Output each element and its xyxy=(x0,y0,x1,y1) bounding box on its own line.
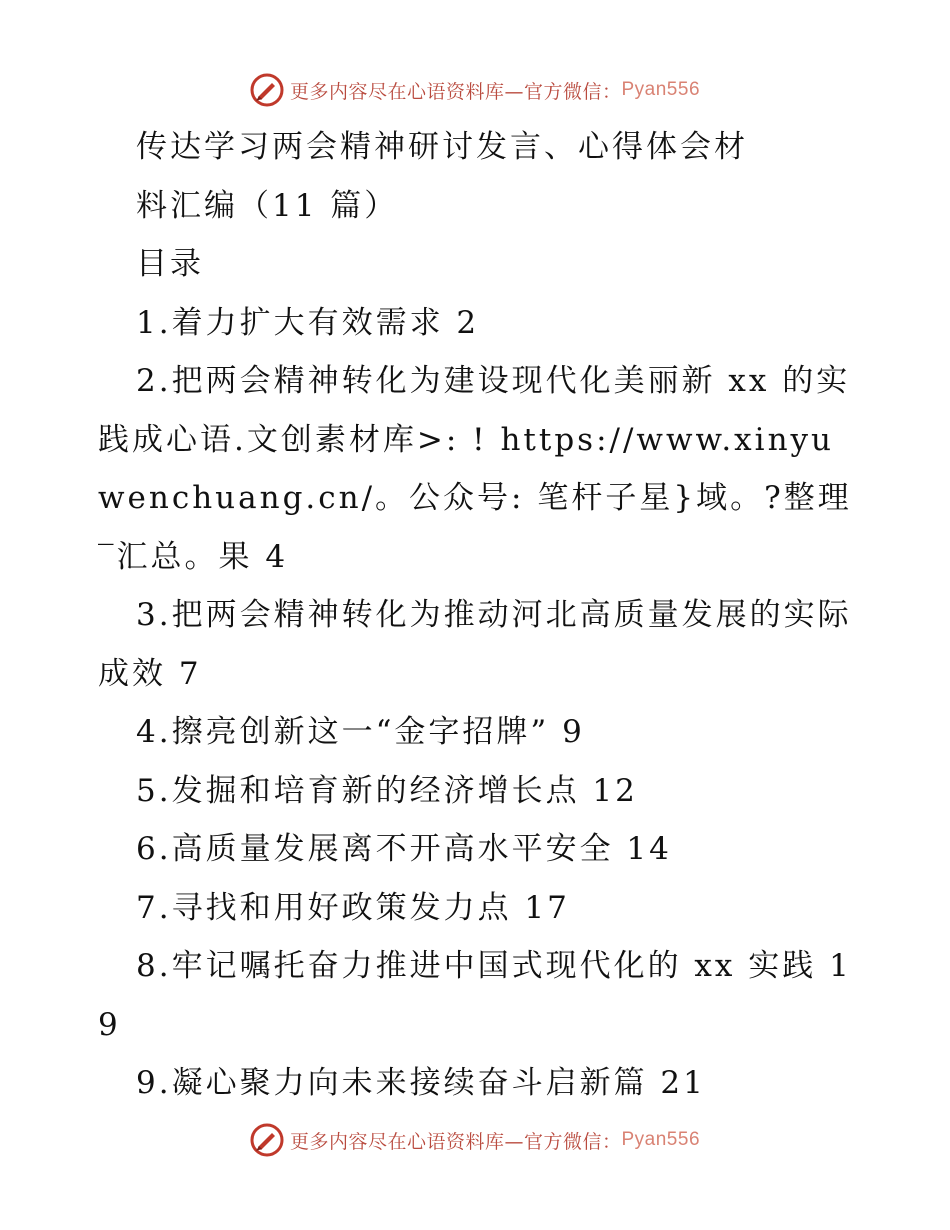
toc-item: 2.把两会精神转化为建设现代化美丽新 xx 的实践成心语.文创素材库>: ! https://www.xinyuwenchuang.cn/。公众号: 笔杆子星}域。?整理‾汇总。果 4 xyxy=(98,363,852,575)
banner-handle: Pyan556 xyxy=(621,1129,701,1150)
header-watermark-banner xyxy=(0,70,950,110)
toc-item: 1.着力扩大有效需求 2 xyxy=(136,304,480,341)
banner-handle: Pyan556 xyxy=(621,79,701,100)
pen-logo-icon xyxy=(250,73,284,107)
pen-logo-icon xyxy=(250,1123,284,1157)
toc-item: 5.发掘和培育新的经济增长点 12 xyxy=(136,772,638,809)
toc-item: 6.高质量发展离不开高水平安全 14 xyxy=(136,831,672,867)
toc-item: 8.牢记嘱托奋力推进中国式现代化的 xx 实践 19 xyxy=(98,948,852,1043)
doc-title-line-2: 料汇编（11 篇） xyxy=(136,187,399,224)
toc-item: 3.把两会精神转化为推动河北高质量发展的实际成效 7 xyxy=(98,597,852,692)
toc-item: 7.寻找和用好政策发力点 17 xyxy=(136,889,570,926)
toc-item: 4.擦亮创新这一“金字招牌” 9 xyxy=(136,714,585,750)
toc-heading: 目录 xyxy=(136,246,204,282)
document-body xyxy=(98,118,858,1113)
banner-text: 更多内容尽在心语资料库—官方微信： xyxy=(289,80,622,103)
doc-title-line-1: 传达学习两会精神研讨发言、心得体会材 xyxy=(136,129,748,165)
toc-item: 9.凝心聚力向未来接续奋斗启新篇 21 xyxy=(136,1065,706,1101)
banner-text: 更多内容尽在心语资料库—官方微信： xyxy=(289,1130,622,1153)
footer-watermark-banner xyxy=(0,1120,950,1160)
